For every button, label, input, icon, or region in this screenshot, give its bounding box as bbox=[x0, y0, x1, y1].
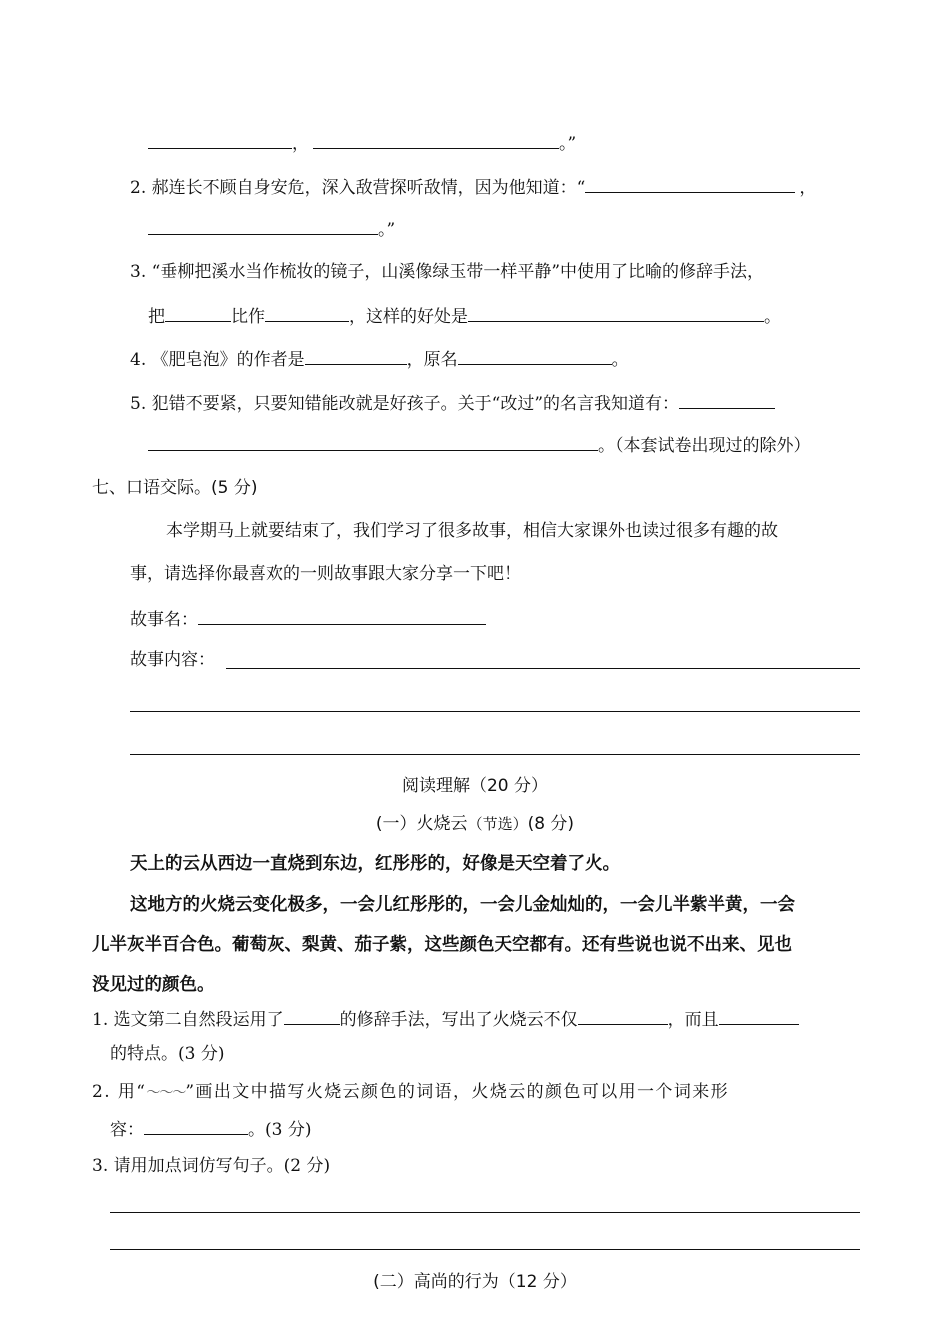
question-text: ，而且 bbox=[667, 1010, 719, 1030]
question-3-line-2 bbox=[148, 303, 781, 329]
answer-blank[interactable] bbox=[265, 303, 349, 322]
question-text: 2. 郝连长不顾自身安危，深入敌营探听敌情，因为他知道：“ bbox=[130, 178, 586, 198]
answer-blank[interactable] bbox=[148, 432, 598, 451]
story-content-row bbox=[130, 648, 215, 672]
part-1-title bbox=[0, 812, 950, 836]
reading-question-1 bbox=[92, 1006, 799, 1032]
question-text: 。(3 分) bbox=[248, 1120, 312, 1140]
question-2-line-2 bbox=[148, 216, 395, 242]
answer-blank[interactable] bbox=[148, 216, 378, 235]
question-5-line-2 bbox=[148, 432, 811, 458]
question-text: 的修辞手法，写出了火烧云不仅 bbox=[339, 1010, 578, 1030]
part-title-score: (8 分) bbox=[527, 814, 575, 834]
punct: 。 bbox=[611, 350, 629, 370]
passage-paragraph-1: 天上的云从西边一直烧到东边，红彤彤的，好像是天空着了火。 bbox=[130, 854, 620, 874]
reading-question-2-line-2 bbox=[110, 1116, 311, 1142]
reading-question-3: 3. 请用加点词仿写句子。(2 分) bbox=[92, 1156, 331, 1176]
oral-paragraph-line-1: 本学期马上就要结束了，我们学习了很多故事，相信大家课外也读过很多有趣的故 bbox=[166, 521, 778, 541]
story-name-row bbox=[130, 606, 486, 632]
story-content-label: 故事内容： bbox=[130, 650, 215, 670]
passage-paragraph-2-line-2: 儿半灰半百合色。葡萄灰、梨黄、茄子紫，这些颜色天空都有。还有些说也说不出来、见也 bbox=[92, 935, 792, 955]
question-3: 3. “垂柳把溪水当作梳妆的镜子，山溪像绿玉带一样平静”中使用了比喻的修辞手法， bbox=[130, 262, 765, 282]
story-content-line-1[interactable] bbox=[226, 668, 860, 669]
question-text: 容： bbox=[110, 1120, 144, 1140]
question-text: 4. 《肥皂泡》的作者是 bbox=[130, 350, 305, 370]
question-text: ，原名 bbox=[406, 350, 458, 370]
answer-blank[interactable] bbox=[468, 303, 764, 322]
punct: 。” bbox=[559, 134, 577, 154]
passage-paragraph-2-line-3: 没见过的颜色。 bbox=[92, 975, 215, 995]
answer-blank[interactable] bbox=[144, 1116, 248, 1135]
answer-blank[interactable] bbox=[719, 1006, 799, 1025]
answer-blank[interactable] bbox=[165, 303, 231, 322]
story-content-line-3[interactable] bbox=[130, 754, 860, 755]
question-text: 5. 犯错不要紧，只要知错能改就是好孩子。关于“改过”的名言我知道有： bbox=[130, 394, 680, 414]
answer-blank[interactable] bbox=[578, 1006, 668, 1025]
section-heading-oral: 七、口语交际。(5 分) bbox=[92, 478, 258, 498]
question-5 bbox=[130, 390, 775, 416]
question-text: 把 bbox=[148, 307, 165, 327]
story-content-line-2[interactable] bbox=[130, 711, 860, 712]
part-title-note: （节选） bbox=[467, 815, 528, 833]
answer-blank[interactable] bbox=[585, 174, 795, 193]
part-title-text: (一）火烧云 bbox=[375, 814, 468, 834]
question-text: 。（本套试卷出现过的除外） bbox=[598, 436, 811, 456]
part-2-title: (二）高尚的行为（12 分） bbox=[373, 1272, 577, 1292]
reading-question-1-line-2: 的特点。(3 分) bbox=[110, 1044, 225, 1064]
answer-blank[interactable] bbox=[313, 130, 559, 149]
wavy-line-mark: ～～～ bbox=[146, 1085, 186, 1101]
reading-question-2 bbox=[92, 1080, 729, 1105]
question-text: 比作 bbox=[231, 307, 265, 327]
punct: 。 bbox=[764, 307, 781, 327]
question-text: 1. 选文第二自然段运用了 bbox=[92, 1010, 284, 1030]
answer-blank[interactable] bbox=[305, 346, 407, 365]
answer-blank[interactable] bbox=[148, 130, 292, 149]
answer-blank[interactable] bbox=[458, 346, 612, 365]
oral-paragraph-line-2: 事，请选择你最喜欢的一则故事跟大家分享一下吧！ bbox=[130, 564, 521, 584]
punct: 。” bbox=[378, 220, 396, 240]
section-heading-reading: 阅读理解（20 分） bbox=[401, 776, 549, 796]
answer-blank[interactable] bbox=[679, 390, 775, 409]
question-text: ”画出文中描写火烧云颜色的词语，火烧云的颜色可以用一个词来形 bbox=[185, 1082, 730, 1102]
punct: ， bbox=[799, 178, 817, 198]
question-4 bbox=[130, 346, 629, 372]
fill-line-0 bbox=[148, 130, 576, 156]
story-name-label: 故事名： bbox=[130, 610, 198, 630]
question-2 bbox=[130, 174, 816, 200]
answer-line-1[interactable] bbox=[110, 1212, 860, 1213]
question-text: ，这样的好处是 bbox=[349, 307, 468, 327]
question-text: 2. 用“ bbox=[92, 1082, 147, 1102]
punct: ， bbox=[292, 134, 309, 154]
answer-line-2[interactable] bbox=[110, 1249, 860, 1250]
answer-blank[interactable] bbox=[284, 1006, 340, 1025]
passage-paragraph-2-line-1: 这地方的火烧云变化极多，一会儿红彤彤的，一会儿金灿灿的，一会儿半紫半黄，一会 bbox=[130, 895, 795, 915]
story-name-input[interactable] bbox=[198, 606, 486, 625]
